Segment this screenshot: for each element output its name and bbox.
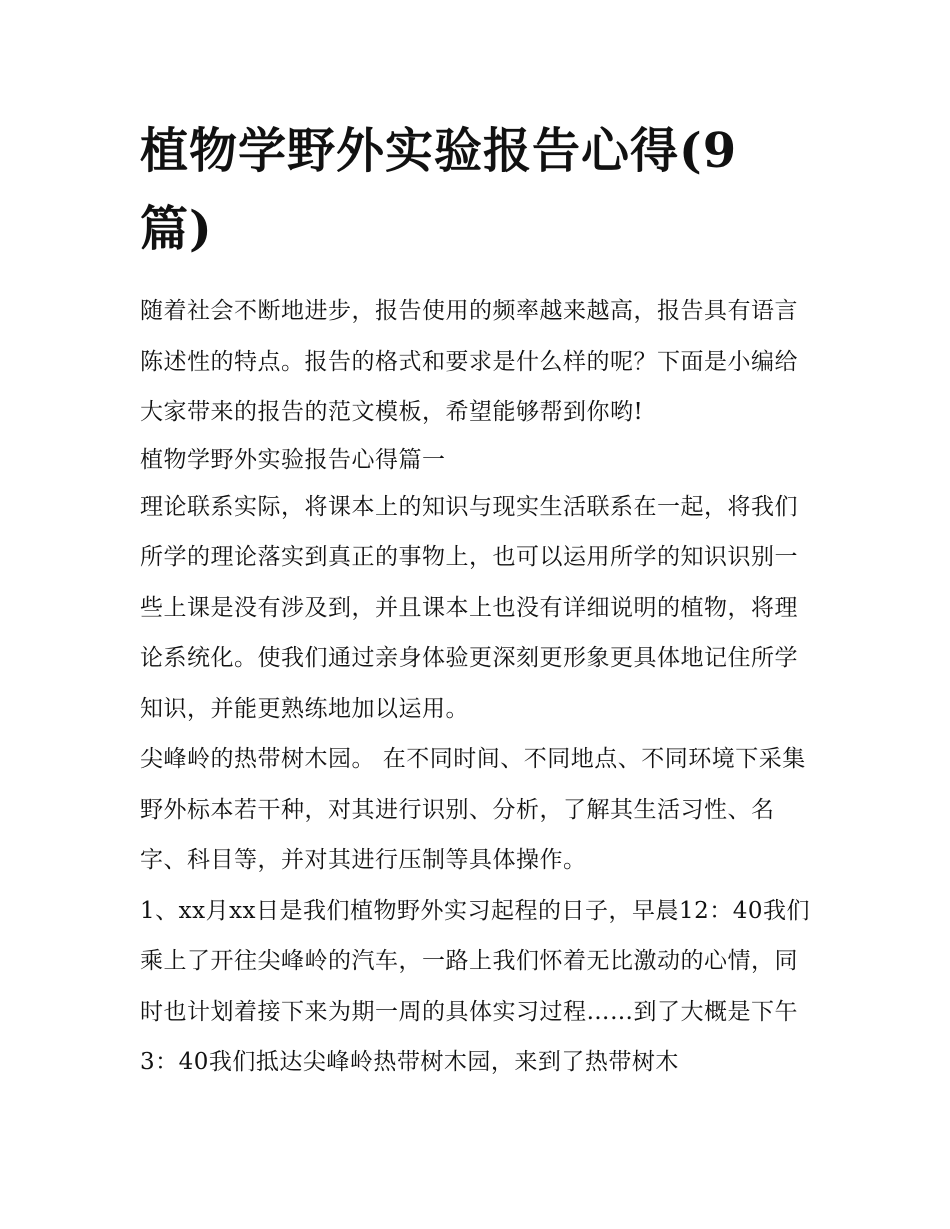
body-paragraph: 1、xx月xx日是我们植物野外实习起程的日子，早晨12：40我们乘上了开往尖峰岭的汽车，一路上我们怀着无比激动的心情，同时也计划着接下来为期一周的具体实习过程……到了大概是下午3：40我们抵达尖峰岭热带树木园，来到了热带树木: [140, 897, 811, 1075]
document-title: 植物学野外实验报告心得(9篇): [140, 123, 738, 257]
body-paragraph: 理论联系实际，将课本上的知识与现实生活联系在一起，将我们所学的理论落实到真正的事物上，也可以运用所学的知识识别一些上课是没有涉及到，并且课本上也没有详细说明的植物，将理论系统化。使我们通过亲身体验更深刻更形象更具体地记住所学知识，并能更熟练地加以运用。: [140, 493, 798, 722]
section-heading: 植物学野外实验报告心得篇一: [140, 446, 446, 473]
body-paragraph: 尖峰岭的热带树木园。 在不同时间、不同地点、不同环境下采集野外标本若干种，对其进行识别、分析，了解其生活习性、名字、科目等，并对其进行压制等具体操作。: [140, 746, 806, 873]
document-page: [140, 112, 820, 1088]
intro-paragraph: 随着社会不断地进步，报告使用的频率越来越高，报告具有语言陈述性的特点。报告的格式和要求是什么样的呢？下面是小编给大家带来的报告的范文模板，希望能够帮到你哟!: [140, 298, 798, 425]
